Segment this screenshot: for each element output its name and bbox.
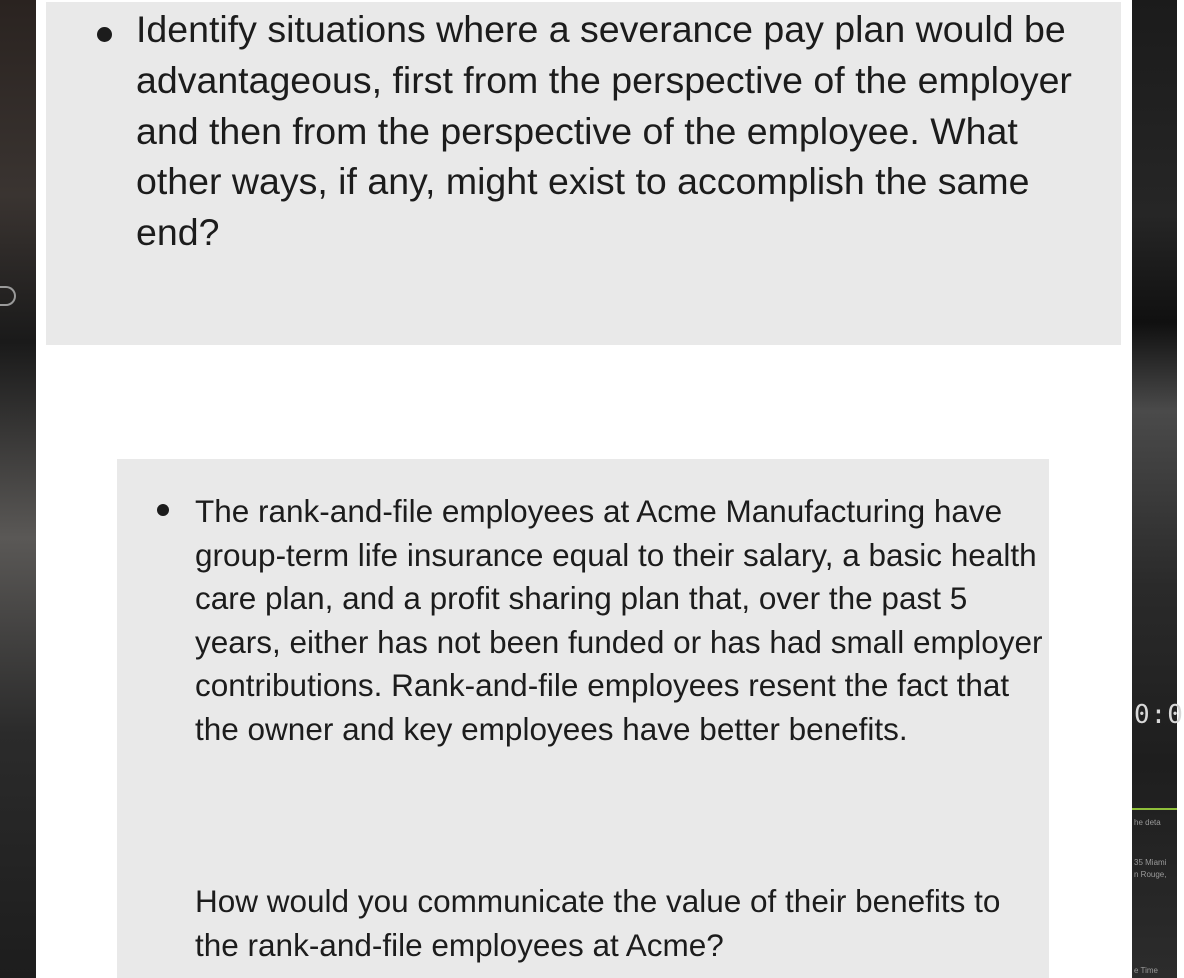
question-box-acme xyxy=(117,459,1049,978)
acme-scenario-text: The rank-and-file employees at Acme Manufacturing have group-term life insurance equal to their salary, a basic health care plan, and a profit sharing plan that, over the past 5 years, either has not been funded or has had small employer contributions. Rank-and-file employees resent the fact that the owner and key employees have better benefits. xyxy=(195,493,1043,747)
bullet-icon xyxy=(157,504,169,516)
background-photo-right xyxy=(1132,0,1184,978)
acme-question-text: How would you communicate the value of their benefits to the rank-and-file employees at Acme? xyxy=(195,883,1001,963)
question-severance-text: Identify situations where a severance pay plan would be advantageous, first from the perspective of the employer and then from the perspective of the employee. What other ways, if any, might exist to accomplish the same end? xyxy=(136,8,1072,254)
background-photo-left xyxy=(0,0,36,978)
background-snippet: 35 Miami xyxy=(1134,858,1167,867)
question-box-severance xyxy=(46,2,1121,345)
timer-fragment: 0:0 xyxy=(1134,700,1184,730)
bullet-icon xyxy=(97,27,112,42)
background-snippet: he deta xyxy=(1134,818,1161,827)
background-snippet: e Time xyxy=(1134,966,1159,975)
accent-line xyxy=(1132,808,1177,810)
circle-icon xyxy=(0,286,16,306)
background-snippet: n Rouge, xyxy=(1134,870,1167,879)
